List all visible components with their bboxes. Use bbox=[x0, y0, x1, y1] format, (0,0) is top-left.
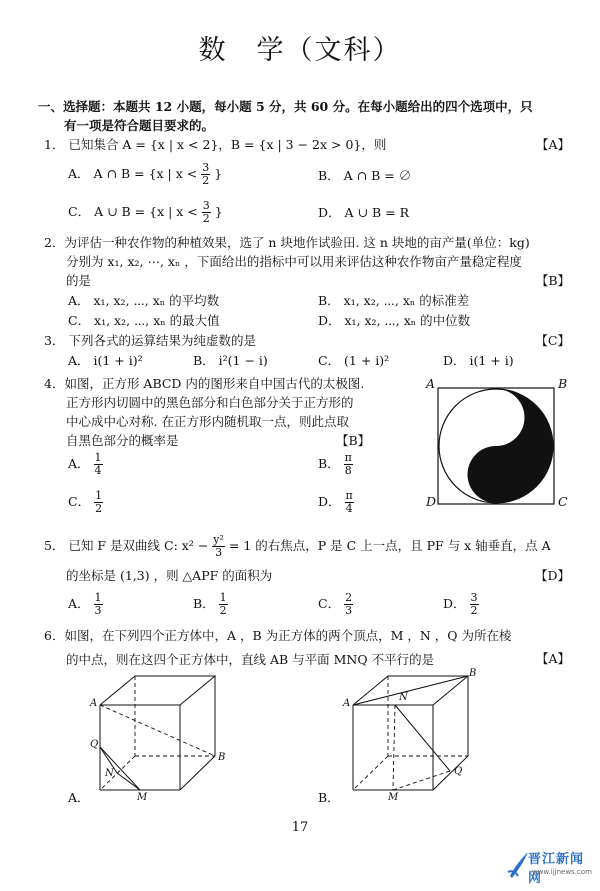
question-3 bbox=[44, 331, 564, 350]
brush-icon bbox=[506, 850, 530, 880]
question-5-line-2: 的坐标是 (1,3) ，则 △APF 的面积为 bbox=[66, 568, 273, 583]
vertex-label-b: B bbox=[558, 376, 568, 391]
point-label-m: M bbox=[388, 792, 399, 803]
point-label-b: B bbox=[218, 752, 226, 763]
point-label-a: A bbox=[90, 698, 98, 709]
answer-badge: 【A】 bbox=[535, 137, 570, 152]
point-label-a: A bbox=[343, 698, 351, 709]
option-b: B． $\frac{\pi}{8}$ bbox=[318, 451, 352, 477]
watermark-url: www.ijjnews.com bbox=[532, 868, 592, 876]
answer-badge: 【B】 bbox=[535, 273, 570, 288]
question-6 bbox=[44, 626, 564, 669]
fraction: $\frac{1}{3}$ bbox=[94, 591, 102, 617]
section-heading bbox=[38, 97, 568, 135]
taiji-figure bbox=[424, 374, 574, 510]
question-stem: 如图，在下列四个正方体中，A ，B 为正方体的两个顶点，M ，N ，Q 为所在棱 bbox=[64, 628, 512, 643]
question-stem-line-2: 分别为 x₁, x₂, ⋯, xₙ ，下面给出的指标中可以用来评估这种农作物亩产量稳定程度 bbox=[66, 254, 522, 269]
fraction: $\frac{\pi}{8}$ bbox=[344, 451, 352, 477]
fraction: $\frac{3}{2}$ bbox=[470, 591, 478, 617]
question-stem-line-4: 自黑色部分的概率是 bbox=[66, 433, 179, 448]
vertex-label-a: A bbox=[426, 376, 436, 391]
watermark-logo bbox=[506, 846, 596, 886]
option-a: A． $\frac{1}{4}$ bbox=[68, 451, 102, 477]
fraction: $\frac{1}{2}$ bbox=[95, 489, 103, 515]
answer-badge: 【A】 bbox=[535, 651, 570, 666]
question-stem: 已知集合 A = {x | x < 2}，B = {x | 3 − 2x > 0}，则 bbox=[68, 137, 387, 152]
question-stem: 如图，正方形 ABCD 内的图形来自中国古代的太极图. bbox=[64, 376, 365, 391]
option-a: A． i(1 + i)² bbox=[68, 353, 143, 368]
point-label-n: N bbox=[105, 768, 114, 779]
question-stem-line-2: 的中点，则在这四个正方体中，直线 AB 与平面 MNQ 不平行的是 bbox=[66, 652, 435, 667]
option-text: A ∩ B = ∅ bbox=[343, 168, 412, 183]
point-label-b: B bbox=[469, 668, 477, 679]
question-stem: 下列各式的运算结果为纯虚数的是 bbox=[68, 333, 256, 348]
answer-badge: 【C】 bbox=[535, 333, 570, 348]
option-c: C． x₁, x₂, ⋯, xₙ 的最大值 bbox=[68, 313, 220, 328]
question-2 bbox=[44, 233, 564, 290]
vertex-label-c: C bbox=[558, 494, 568, 509]
question-number: 1． bbox=[44, 137, 65, 152]
fraction: $\frac{\text{y²}}{3}$ bbox=[213, 533, 224, 559]
question-stem-line-3: 的是 bbox=[66, 273, 92, 288]
option-a: A． $\frac{1}{3}$ bbox=[68, 591, 102, 617]
point-label-q: Q bbox=[454, 766, 463, 777]
fraction: $\frac{1}{2}$ bbox=[219, 591, 227, 617]
question-stem-line-3: 中心成中心对称. 在正方形内随机取一点，则此点取 bbox=[66, 414, 349, 429]
section-line-2: 有一项是符合题目要求的。 bbox=[64, 118, 215, 133]
question-number: 2． bbox=[44, 235, 65, 250]
option-label: A． bbox=[68, 166, 90, 181]
option-c: C． A ∪ B = {x | x < $\frac{3}{2}$ } bbox=[68, 199, 223, 225]
option-a: A． x₁, x₂, ⋯, xₙ 的平均数 bbox=[68, 293, 220, 308]
option-text: A ∩ B = {x | x < bbox=[93, 166, 198, 181]
point-label-n: N bbox=[399, 692, 408, 703]
cube-diagram-b bbox=[333, 668, 508, 808]
page-number: 17 bbox=[291, 820, 309, 835]
option-b bbox=[318, 166, 411, 185]
question-number: 3． bbox=[44, 333, 65, 348]
option-c: C． $\frac{2}{3}$ bbox=[318, 591, 353, 617]
cube-figure-b bbox=[333, 668, 508, 808]
cube-diagram-a bbox=[60, 668, 235, 808]
option-b: B． x₁, x₂, ⋯, xₙ 的标准差 bbox=[318, 293, 470, 308]
option-label: C． bbox=[68, 204, 91, 219]
fraction: $\frac{\pi}{4}$ bbox=[345, 489, 353, 515]
question-number: 6． bbox=[44, 628, 65, 643]
question-number: 5． bbox=[44, 538, 65, 553]
question-number: 4． bbox=[44, 376, 65, 391]
option-text: A ∪ B = R bbox=[344, 205, 409, 220]
point-label-m: M bbox=[137, 792, 148, 803]
option-d: D． x₁, x₂, ⋯, xₙ 的中位数 bbox=[318, 313, 471, 328]
answer-badge: 【B】 bbox=[336, 433, 371, 448]
cube-figure-a bbox=[60, 668, 235, 808]
fraction: $\frac{3}{2}$ bbox=[202, 161, 210, 187]
option-d: D． i(1 + i) bbox=[443, 353, 514, 368]
option-d: D． $\frac{3}{2}$ bbox=[443, 591, 478, 617]
question-stem-line-2: 正方形内切圆中的黑色部分和白色部分关于正方形的 bbox=[66, 395, 354, 410]
section-line-1: 一、选择题：本题共 12 小题，每小题 5 分，共 60 分。在每小题给出的四个选项中，只 bbox=[38, 99, 533, 114]
option-b: B． i²(1 − i) bbox=[193, 353, 268, 368]
point-label-q: Q bbox=[90, 739, 99, 750]
fraction: $\frac{3}{2}$ bbox=[202, 199, 210, 225]
option-label: B． bbox=[318, 168, 340, 183]
watermark-name: 晋江新闻网 bbox=[528, 852, 585, 886]
option-label: D． bbox=[318, 205, 341, 220]
fraction: $\frac{1}{4}$ bbox=[94, 451, 102, 477]
option-a: A． bbox=[68, 790, 90, 805]
question-stem: 为评估一种农作物的种植效果，选了 n 块地作试验田. 这 n 块地的亩产量(单位：kg) bbox=[64, 235, 530, 250]
question-stem: 已知 F 是双曲线 C: x² − bbox=[68, 538, 209, 553]
option-c: C． $\frac{1}{2}$ bbox=[68, 489, 103, 515]
option-c: C． (1 + i)² bbox=[318, 353, 390, 368]
page-title: 数 学（文科） bbox=[198, 35, 402, 66]
option-text: A ∪ B = {x | x < bbox=[94, 204, 198, 219]
option-b: B． bbox=[318, 790, 340, 805]
option-d bbox=[318, 203, 409, 222]
fraction: $\frac{2}{3}$ bbox=[345, 591, 353, 617]
option-d: D． $\frac{\pi}{4}$ bbox=[318, 489, 353, 515]
option-b: B． $\frac{1}{2}$ bbox=[193, 591, 227, 617]
taiji-diagram bbox=[424, 374, 574, 510]
question-1 bbox=[44, 135, 564, 154]
answer-badge: 【D】 bbox=[534, 568, 570, 583]
option-a: A． A ∩ B = {x | x < $\frac{3}{2}$ } bbox=[68, 161, 223, 187]
question-5: 5． 已知 F 是双曲线 C: x² − $\frac{\text{y²}}{3}$ = 1 的右焦点，P 是 C 上一点，且 PF 与 x 轴垂直，点 A bbox=[44, 533, 551, 559]
vertex-label-d: D bbox=[426, 494, 437, 509]
